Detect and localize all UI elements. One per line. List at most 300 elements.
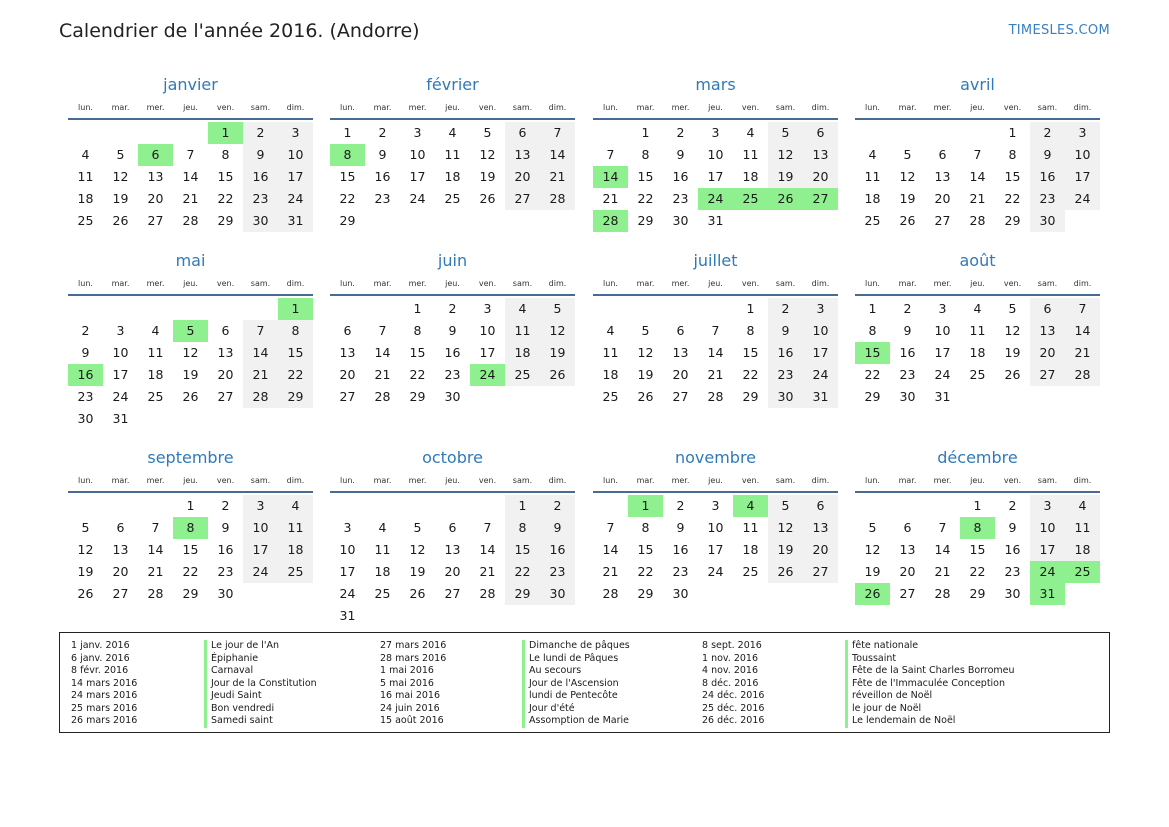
day-cell[interactable]: 6 (116, 520, 125, 535)
day-cell[interactable]: 28 (540, 188, 575, 210)
day-cell[interactable]: 23 (217, 564, 234, 579)
day-cell[interactable]: 8 (960, 517, 995, 539)
day-cell[interactable]: 20 (339, 367, 356, 382)
day-cell[interactable]: 19 (540, 342, 575, 364)
day-cell[interactable]: 11 (864, 169, 881, 184)
day-cell[interactable]: 27 (672, 389, 689, 404)
day-cell[interactable]: 11 (444, 147, 461, 162)
day-cell[interactable]: 12 (540, 320, 575, 342)
day-cell[interactable]: 5 (768, 122, 803, 144)
day-cell[interactable]: 22 (637, 564, 654, 579)
day-cell[interactable]: 5 (413, 520, 422, 535)
day-cell[interactable]: 4 (278, 495, 313, 517)
day-cell[interactable]: 10 (278, 144, 313, 166)
day-cell[interactable]: 2 (676, 125, 685, 140)
day-cell[interactable]: 27 (147, 213, 164, 228)
day-cell[interactable]: 8 (641, 520, 650, 535)
day-cell[interactable]: 19 (112, 191, 129, 206)
day-cell[interactable]: 12 (899, 169, 916, 184)
day-cell[interactable]: 24 (409, 191, 426, 206)
day-cell[interactable]: 15 (742, 345, 759, 360)
day-cell[interactable]: 25 (278, 561, 313, 583)
day-cell[interactable]: 2 (676, 498, 685, 513)
day-cell[interactable]: 22 (217, 191, 234, 206)
day-cell[interactable]: 12 (77, 542, 94, 557)
day-cell[interactable]: 20 (505, 166, 540, 188)
day-cell[interactable]: 16 (444, 345, 461, 360)
day-cell[interactable]: 10 (934, 323, 951, 338)
day-cell[interactable]: 23 (1004, 564, 1021, 579)
day-cell[interactable]: 26 (637, 389, 654, 404)
day-cell[interactable]: 24 (1065, 188, 1100, 210)
day-cell[interactable]: 29 (864, 389, 881, 404)
day-cell[interactable]: 30 (77, 411, 94, 426)
day-cell[interactable]: 13 (1030, 320, 1065, 342)
day-cell[interactable]: 18 (969, 345, 986, 360)
day-cell[interactable]: 17 (1030, 539, 1065, 561)
day-cell[interactable]: 11 (742, 520, 759, 535)
day-cell[interactable]: 18 (742, 169, 759, 184)
day-cell[interactable]: 30 (768, 386, 803, 408)
day-cell[interactable]: 22 (864, 367, 881, 382)
day-cell[interactable]: 18 (505, 342, 540, 364)
day-cell[interactable]: 5 (483, 125, 492, 140)
day-cell[interactable]: 10 (479, 323, 496, 338)
day-cell[interactable]: 13 (217, 345, 234, 360)
day-cell[interactable]: 20 (934, 191, 951, 206)
day-cell[interactable]: 27 (934, 213, 951, 228)
day-cell[interactable]: 9 (768, 320, 803, 342)
day-cell[interactable]: 18 (1065, 539, 1100, 561)
day-cell[interactable]: 14 (1065, 320, 1100, 342)
day-cell[interactable]: 17 (243, 539, 278, 561)
day-cell[interactable]: 16 (217, 542, 234, 557)
day-cell[interactable]: 10 (1030, 517, 1065, 539)
day-cell[interactable]: 3 (343, 520, 352, 535)
day-cell[interactable]: 15 (969, 542, 986, 557)
day-cell[interactable]: 27 (899, 586, 916, 601)
day-cell[interactable]: 13 (803, 144, 838, 166)
day-cell[interactable]: 5 (81, 520, 90, 535)
day-cell[interactable]: 9 (903, 323, 912, 338)
day-cell[interactable]: 13 (505, 144, 540, 166)
day-cell[interactable]: 2 (448, 301, 457, 316)
day-cell[interactable]: 11 (969, 323, 986, 338)
day-cell[interactable]: 24 (112, 389, 129, 404)
day-cell[interactable]: 29 (278, 386, 313, 408)
day-cell[interactable]: 28 (602, 586, 619, 601)
day-cell[interactable]: 25 (969, 367, 986, 382)
day-cell[interactable]: 22 (505, 561, 540, 583)
day-cell[interactable]: 17 (479, 345, 496, 360)
day-cell[interactable]: 2 (540, 495, 575, 517)
day-cell[interactable]: 25 (602, 389, 619, 404)
day-cell[interactable]: 7 (973, 147, 982, 162)
day-cell[interactable]: 13 (899, 542, 916, 557)
day-cell[interactable]: 21 (182, 191, 199, 206)
day-cell[interactable]: 17 (707, 169, 724, 184)
day-cell[interactable]: 19 (479, 169, 496, 184)
day-cell[interactable]: 18 (278, 539, 313, 561)
day-cell[interactable]: 28 (147, 586, 164, 601)
day-cell[interactable]: 1 (186, 498, 195, 513)
day-cell[interactable]: 17 (707, 542, 724, 557)
day-cell[interactable]: 20 (1030, 342, 1065, 364)
day-cell[interactable]: 30 (899, 389, 916, 404)
day-cell[interactable]: 3 (1030, 495, 1065, 517)
day-cell[interactable]: 25 (1065, 561, 1100, 583)
day-cell[interactable]: 2 (1008, 498, 1017, 513)
day-cell[interactable]: 16 (1004, 542, 1021, 557)
day-cell[interactable]: 10 (707, 147, 724, 162)
day-cell[interactable]: 15 (855, 342, 890, 364)
day-cell[interactable]: 1 (628, 495, 663, 517)
day-cell[interactable]: 27 (505, 188, 540, 210)
day-cell[interactable]: 29 (505, 583, 540, 605)
brand-logo[interactable]: TIMESLES.COM (1008, 23, 1110, 38)
day-cell[interactable]: 25 (864, 213, 881, 228)
day-cell[interactable]: 11 (374, 542, 391, 557)
day-cell[interactable]: 21 (540, 166, 575, 188)
day-cell[interactable]: 3 (938, 301, 947, 316)
day-cell[interactable]: 19 (409, 564, 426, 579)
day-cell[interactable]: 5 (868, 520, 877, 535)
day-cell[interactable]: 24 (803, 364, 838, 386)
day-cell[interactable]: 23 (899, 367, 916, 382)
day-cell[interactable]: 16 (899, 345, 916, 360)
day-cell[interactable]: 7 (243, 320, 278, 342)
day-cell[interactable]: 9 (448, 323, 457, 338)
day-cell[interactable]: 21 (934, 564, 951, 579)
day-cell[interactable]: 15 (505, 539, 540, 561)
day-cell[interactable]: 10 (243, 517, 278, 539)
day-cell[interactable]: 13 (112, 542, 129, 557)
day-cell[interactable]: 7 (483, 520, 492, 535)
day-cell[interactable]: 15 (637, 542, 654, 557)
day-cell[interactable]: 1 (868, 301, 877, 316)
day-cell[interactable]: 4 (868, 147, 877, 162)
day-cell[interactable]: 15 (339, 169, 356, 184)
day-cell[interactable]: 2 (81, 323, 90, 338)
day-cell[interactable]: 22 (182, 564, 199, 579)
day-cell[interactable]: 1 (973, 498, 982, 513)
day-cell[interactable]: 13 (339, 345, 356, 360)
day-cell[interactable]: 4 (1065, 495, 1100, 517)
day-cell[interactable]: 31 (934, 389, 951, 404)
day-cell[interactable]: 19 (1004, 345, 1021, 360)
day-cell[interactable]: 5 (768, 495, 803, 517)
day-cell[interactable]: 12 (864, 542, 881, 557)
day-cell[interactable]: 1 (278, 298, 313, 320)
day-cell[interactable]: 23 (672, 564, 689, 579)
day-cell[interactable]: 30 (540, 583, 575, 605)
day-cell[interactable]: 14 (593, 166, 628, 188)
day-cell[interactable]: 13 (803, 517, 838, 539)
day-cell[interactable]: 28 (374, 389, 391, 404)
day-cell[interactable]: 23 (540, 561, 575, 583)
day-cell[interactable]: 14 (147, 542, 164, 557)
day-cell[interactable]: 9 (676, 147, 685, 162)
day-cell[interactable]: 15 (217, 169, 234, 184)
day-cell[interactable]: 8 (505, 517, 540, 539)
day-cell[interactable]: 29 (409, 389, 426, 404)
day-cell[interactable]: 21 (602, 564, 619, 579)
day-cell[interactable]: 23 (444, 367, 461, 382)
day-cell[interactable]: 28 (934, 586, 951, 601)
day-cell[interactable]: 7 (606, 520, 615, 535)
day-cell[interactable]: 13 (444, 542, 461, 557)
day-cell[interactable]: 29 (637, 586, 654, 601)
day-cell[interactable]: 9 (378, 147, 387, 162)
day-cell[interactable]: 29 (217, 213, 234, 228)
day-cell[interactable]: 24 (339, 586, 356, 601)
day-cell[interactable]: 19 (768, 166, 803, 188)
day-cell[interactable]: 27 (112, 586, 129, 601)
day-cell[interactable]: 23 (768, 364, 803, 386)
day-cell[interactable]: 21 (602, 191, 619, 206)
day-cell[interactable]: 6 (938, 147, 947, 162)
day-cell[interactable]: 31 (803, 386, 838, 408)
day-cell[interactable]: 9 (221, 520, 230, 535)
day-cell[interactable]: 10 (409, 147, 426, 162)
day-cell[interactable]: 1 (505, 495, 540, 517)
day-cell[interactable]: 28 (243, 386, 278, 408)
day-cell[interactable]: 15 (1004, 169, 1021, 184)
day-cell[interactable]: 14 (374, 345, 391, 360)
day-cell[interactable]: 28 (479, 586, 496, 601)
day-cell[interactable]: 9 (676, 520, 685, 535)
day-cell[interactable]: 31 (278, 210, 313, 232)
day-cell[interactable]: 5 (1008, 301, 1017, 316)
day-cell[interactable]: 2 (378, 125, 387, 140)
day-cell[interactable]: 11 (742, 147, 759, 162)
day-cell[interactable]: 16 (672, 542, 689, 557)
day-cell[interactable]: 12 (182, 345, 199, 360)
day-cell[interactable]: 8 (1008, 147, 1017, 162)
day-cell[interactable]: 23 (77, 389, 94, 404)
day-cell[interactable]: 9 (1030, 144, 1065, 166)
day-cell[interactable]: 5 (173, 320, 208, 342)
day-cell[interactable]: 16 (374, 169, 391, 184)
day-cell[interactable]: 29 (969, 586, 986, 601)
day-cell[interactable]: 14 (540, 144, 575, 166)
day-cell[interactable]: 11 (278, 517, 313, 539)
day-cell[interactable]: 10 (707, 520, 724, 535)
day-cell[interactable]: 20 (672, 367, 689, 382)
day-cell[interactable]: 24 (707, 564, 724, 579)
day-cell[interactable]: 26 (479, 191, 496, 206)
day-cell[interactable]: 15 (409, 345, 426, 360)
day-cell[interactable]: 6 (803, 495, 838, 517)
day-cell[interactable]: 14 (479, 542, 496, 557)
day-cell[interactable]: 6 (505, 122, 540, 144)
day-cell[interactable]: 23 (672, 191, 689, 206)
day-cell[interactable]: 30 (1004, 586, 1021, 601)
day-cell[interactable]: 20 (112, 564, 129, 579)
day-cell[interactable]: 28 (593, 210, 628, 232)
day-cell[interactable]: 29 (1004, 213, 1021, 228)
day-cell[interactable]: 8 (221, 147, 230, 162)
day-cell[interactable]: 6 (676, 323, 685, 338)
day-cell[interactable]: 4 (81, 147, 90, 162)
day-cell[interactable]: 21 (969, 191, 986, 206)
day-cell[interactable]: 6 (221, 323, 230, 338)
day-cell[interactable]: 11 (505, 320, 540, 342)
day-cell[interactable]: 15 (637, 169, 654, 184)
day-cell[interactable]: 12 (768, 517, 803, 539)
day-cell[interactable]: 7 (186, 147, 195, 162)
day-cell[interactable]: 20 (444, 564, 461, 579)
day-cell[interactable]: 11 (77, 169, 94, 184)
day-cell[interactable]: 11 (602, 345, 619, 360)
day-cell[interactable]: 17 (339, 564, 356, 579)
day-cell[interactable]: 7 (151, 520, 160, 535)
day-cell[interactable]: 1 (641, 125, 650, 140)
day-cell[interactable]: 26 (112, 213, 129, 228)
day-cell[interactable]: 13 (147, 169, 164, 184)
day-cell[interactable]: 6 (1030, 298, 1065, 320)
day-cell[interactable]: 9 (243, 144, 278, 166)
day-cell[interactable]: 30 (217, 586, 234, 601)
day-cell[interactable]: 3 (483, 301, 492, 316)
day-cell[interactable]: 21 (243, 364, 278, 386)
day-cell[interactable]: 30 (672, 213, 689, 228)
day-cell[interactable]: 27 (803, 561, 838, 583)
day-cell[interactable]: 22 (637, 191, 654, 206)
day-cell[interactable]: 8 (868, 323, 877, 338)
day-cell[interactable]: 5 (116, 147, 125, 162)
day-cell[interactable]: 4 (973, 301, 982, 316)
day-cell[interactable]: 1 (343, 125, 352, 140)
day-cell[interactable]: 19 (899, 191, 916, 206)
day-cell[interactable]: 8 (278, 320, 313, 342)
day-cell[interactable]: 18 (602, 367, 619, 382)
day-cell[interactable]: 19 (864, 564, 881, 579)
day-cell[interactable]: 31 (707, 213, 724, 228)
day-cell[interactable]: 22 (969, 564, 986, 579)
day-cell[interactable]: 24 (278, 188, 313, 210)
day-cell[interactable]: 20 (803, 539, 838, 561)
day-cell[interactable]: 6 (803, 122, 838, 144)
day-cell[interactable]: 3 (1065, 122, 1100, 144)
day-cell[interactable]: 31 (1030, 583, 1065, 605)
day-cell[interactable]: 4 (746, 125, 755, 140)
day-cell[interactable]: 13 (672, 345, 689, 360)
day-cell[interactable]: 1 (1008, 125, 1017, 140)
day-cell[interactable]: 21 (479, 564, 496, 579)
day-cell[interactable]: 16 (768, 342, 803, 364)
day-cell[interactable]: 30 (672, 586, 689, 601)
day-cell[interactable]: 6 (903, 520, 912, 535)
day-cell[interactable]: 4 (505, 298, 540, 320)
day-cell[interactable]: 4 (606, 323, 615, 338)
day-cell[interactable]: 25 (374, 586, 391, 601)
day-cell[interactable]: 22 (339, 191, 356, 206)
day-cell[interactable]: 18 (374, 564, 391, 579)
day-cell[interactable]: 18 (742, 542, 759, 557)
day-cell[interactable]: 29 (182, 586, 199, 601)
day-cell[interactable]: 25 (742, 564, 759, 579)
day-cell[interactable]: 18 (864, 191, 881, 206)
day-cell[interactable]: 12 (409, 542, 426, 557)
day-cell[interactable]: 10 (803, 320, 838, 342)
day-cell[interactable]: 13 (934, 169, 951, 184)
day-cell[interactable]: 5 (641, 323, 650, 338)
day-cell[interactable]: 26 (77, 586, 94, 601)
day-cell[interactable]: 25 (77, 213, 94, 228)
day-cell[interactable]: 16 (540, 539, 575, 561)
day-cell[interactable]: 7 (711, 323, 720, 338)
day-cell[interactable]: 4 (448, 125, 457, 140)
day-cell[interactable]: 30 (243, 210, 278, 232)
day-cell[interactable]: 23 (374, 191, 391, 206)
day-cell[interactable]: 9 (540, 517, 575, 539)
day-cell[interactable]: 23 (1030, 188, 1065, 210)
day-cell[interactable]: 25 (505, 364, 540, 386)
day-cell[interactable]: 12 (768, 144, 803, 166)
day-cell[interactable]: 24 (470, 364, 505, 386)
day-cell[interactable]: 19 (77, 564, 94, 579)
day-cell[interactable]: 26 (768, 561, 803, 583)
day-cell[interactable]: 12 (479, 147, 496, 162)
day-cell[interactable]: 3 (711, 125, 720, 140)
day-cell[interactable]: 19 (637, 367, 654, 382)
day-cell[interactable]: 22 (1004, 191, 1021, 206)
day-cell[interactable]: 17 (934, 345, 951, 360)
day-cell[interactable]: 28 (182, 213, 199, 228)
day-cell[interactable]: 2 (243, 122, 278, 144)
day-cell[interactable]: 3 (278, 122, 313, 144)
day-cell[interactable]: 3 (803, 298, 838, 320)
day-cell[interactable]: 11 (1065, 517, 1100, 539)
day-cell[interactable]: 26 (409, 586, 426, 601)
day-cell[interactable]: 24 (934, 367, 951, 382)
day-cell[interactable]: 25 (444, 191, 461, 206)
day-cell[interactable]: 5 (540, 298, 575, 320)
day-cell[interactable]: 15 (182, 542, 199, 557)
day-cell[interactable]: 18 (147, 367, 164, 382)
day-cell[interactable]: 17 (1065, 166, 1100, 188)
day-cell[interactable]: 22 (278, 364, 313, 386)
day-cell[interactable]: 4 (733, 495, 768, 517)
day-cell[interactable]: 22 (742, 367, 759, 382)
day-cell[interactable]: 18 (77, 191, 94, 206)
day-cell[interactable]: 3 (243, 495, 278, 517)
day-cell[interactable]: 20 (803, 166, 838, 188)
day-cell[interactable]: 21 (1065, 342, 1100, 364)
day-cell[interactable]: 31 (112, 411, 129, 426)
day-cell[interactable]: 26 (182, 389, 199, 404)
day-cell[interactable]: 9 (1008, 520, 1017, 535)
day-cell[interactable]: 8 (746, 323, 755, 338)
day-cell[interactable]: 28 (707, 389, 724, 404)
day-cell[interactable]: 11 (147, 345, 164, 360)
day-cell[interactable]: 2 (1030, 122, 1065, 144)
day-cell[interactable]: 14 (934, 542, 951, 557)
day-cell[interactable]: 8 (173, 517, 208, 539)
day-cell[interactable]: 8 (330, 144, 365, 166)
day-cell[interactable]: 29 (637, 213, 654, 228)
day-cell[interactable]: 19 (768, 539, 803, 561)
day-cell[interactable]: 7 (540, 122, 575, 144)
day-cell[interactable]: 22 (409, 367, 426, 382)
day-cell[interactable]: 9 (81, 345, 90, 360)
day-cell[interactable]: 6 (448, 520, 457, 535)
day-cell[interactable]: 21 (707, 367, 724, 382)
day-cell[interactable]: 4 (151, 323, 160, 338)
day-cell[interactable]: 26 (899, 213, 916, 228)
day-cell[interactable]: 16 (243, 166, 278, 188)
